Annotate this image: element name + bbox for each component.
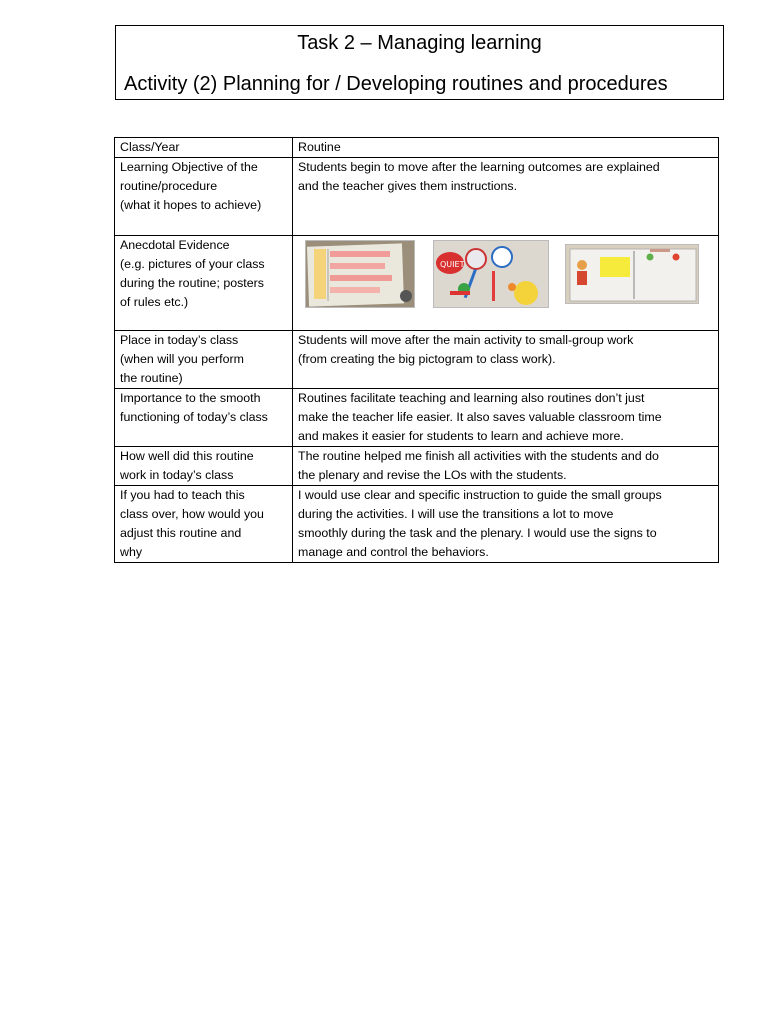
table-row bbox=[115, 331, 719, 389]
table-cell-label: Importance to the smooth functioning of today’s class bbox=[115, 389, 293, 447]
signs-photo-image bbox=[434, 241, 549, 308]
table-row bbox=[115, 138, 719, 158]
table-cell-value: Students begin to move after the learning outcomes are explained and the teacher gives them instructions. bbox=[293, 158, 719, 236]
table-row bbox=[115, 236, 719, 331]
table-row bbox=[115, 389, 719, 447]
table-cell-label: Learning Objective of the routine/procedure (what it hopes to achieve) bbox=[115, 158, 293, 236]
quiet-sign-text: QUIET bbox=[440, 260, 465, 269]
page-title: Task 2 – Managing learning bbox=[297, 32, 542, 54]
table-cell-value: Routine bbox=[293, 138, 719, 158]
page-subtitle: Activity (2) Planning for / Developing routines and procedures bbox=[124, 73, 668, 95]
table-row bbox=[115, 158, 719, 236]
table-cell-value: Students will move after the main activity to small-group work (from creating the big pictogram to class work). bbox=[293, 331, 719, 389]
table-cell-value: Routines facilitate teaching and learning also routines don’t just make the teacher life easier. It also saves valuable classroom time and makes it easier for students to learn and achieve more. bbox=[293, 389, 719, 447]
evidence-photo-chart bbox=[305, 240, 415, 308]
chart-photo-image bbox=[306, 241, 415, 308]
table-cell-label: If you had to teach this class over, how would you adjust this routine and why bbox=[115, 486, 293, 563]
evidence-photos bbox=[293, 236, 718, 330]
table-cell-evidence bbox=[293, 236, 719, 331]
table-row bbox=[115, 447, 719, 486]
table-cell-label: How well did this routine work in today’s class bbox=[115, 447, 293, 486]
table-row bbox=[115, 486, 719, 563]
table-cell-label: Place in today’s class (when will you perform the routine) bbox=[115, 331, 293, 389]
table-cell-value: I would use clear and specific instruction to guide the small groups during the activities. I will use the transitions a lot to move smoothly during the task and the plenary. I would use the signs to manage and control the behaviors. bbox=[293, 486, 719, 563]
table-cell-label: Class/Year bbox=[115, 138, 293, 158]
header-box bbox=[115, 25, 724, 100]
evidence-photo-signs bbox=[433, 240, 549, 308]
evidence-photo-board bbox=[565, 244, 699, 304]
table-cell-label: Anecdotal Evidence (e.g. pictures of your class during the routine; posters of rules etc.) bbox=[115, 236, 293, 331]
board-photo-image bbox=[566, 245, 699, 304]
routine-table bbox=[114, 137, 719, 563]
table-cell-value: The routine helped me finish all activities with the students and do the plenary and revise the LOs with the students. bbox=[293, 447, 719, 486]
